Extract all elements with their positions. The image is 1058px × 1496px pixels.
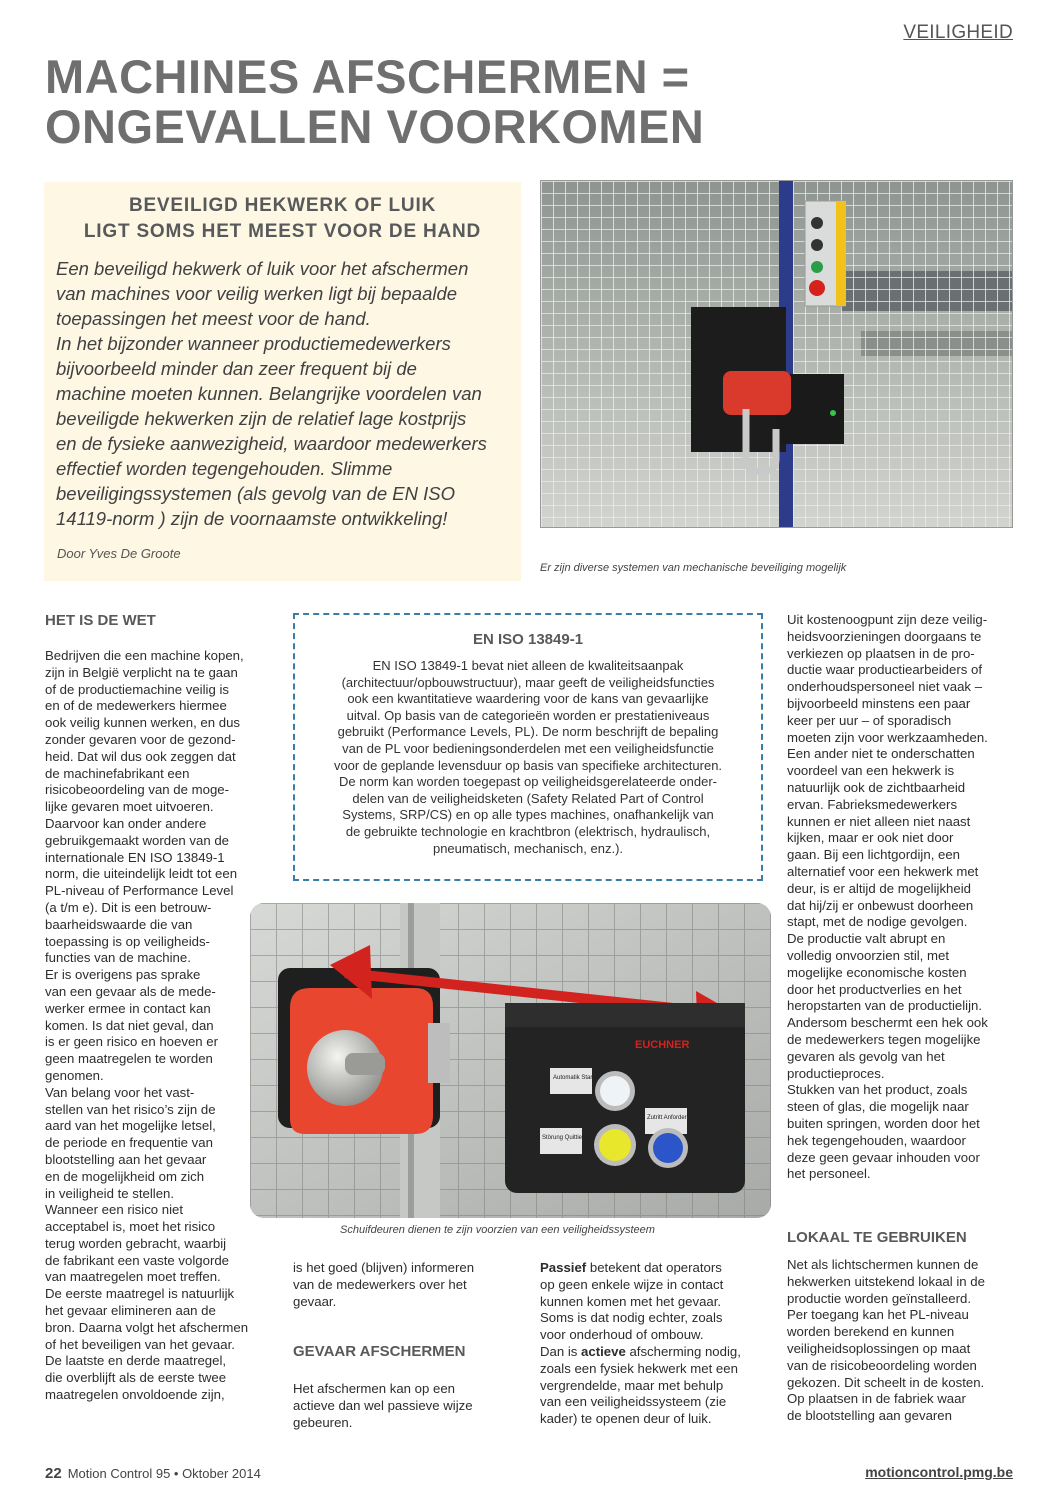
text-line: De eerste maatregel is natuurlijk xyxy=(45,1286,235,1302)
photo-euchner-device xyxy=(250,903,771,1218)
intro-heading xyxy=(44,193,521,245)
text-line: Een beveiligd hekwerk of luik voor het afschermen xyxy=(56,258,469,279)
text-line: Van belang voor het vast- xyxy=(45,1084,195,1100)
device-brand: EUCHNER xyxy=(635,1039,690,1051)
heading-lokaal-te-gebruiken: LOKAAL TE GEBRUIKEN xyxy=(787,1229,967,1246)
text-line: van machines voor veilig werken ligt bij bepaalde xyxy=(56,283,458,304)
text-line: productie worden geïnstalleerd. xyxy=(787,1290,972,1306)
text-line: kunnen er niet alleen niet naast xyxy=(787,813,971,829)
text-line: blootstelling aan het gevaar xyxy=(45,1151,207,1167)
text-line: van de medewerkers over het xyxy=(293,1276,467,1292)
text-line: baarheidswaarde die van xyxy=(45,916,193,932)
text-line: EN ISO 13849-1 bevat niet alleen de kwaliteitsaanpak xyxy=(372,658,684,673)
device-label: Automatik Start xyxy=(553,1075,595,1081)
text-line: voordeel van een hekwerk is xyxy=(787,763,955,779)
intro-heading-line: BEVEILIGD HEKWERK OF LUIK xyxy=(128,195,437,216)
text-line: Per toegang kan het PL-niveau xyxy=(787,1307,969,1323)
text-line: lijke gevaren moet uitvoeren. xyxy=(45,799,214,815)
text-line: internationale EN ISO 13849-1 xyxy=(45,849,225,865)
text-line: buiten springen, worden door het xyxy=(787,1115,980,1131)
text-line: is het goed (blijven) informeren xyxy=(293,1260,475,1275)
text-line: heidsvoorzieningen doorgaans te xyxy=(787,628,982,644)
text-line: ook een kwantitatieve waardering voor de kans van gevaarlijke xyxy=(347,691,709,707)
text-line: effectief worden tegengehouden. Slimme xyxy=(56,458,393,479)
text-line: PL-niveau of Performance Level xyxy=(45,883,234,899)
text-line: In het bijzonder wanneer productiemedewerkers xyxy=(56,333,451,354)
text-line: toepassing is op veiligheids- xyxy=(45,933,210,949)
text-line: op geen enkele wijze in contact xyxy=(540,1276,724,1292)
text-line: alternatief voor een hekwerk met xyxy=(787,863,979,879)
text-line: geen maatregelen te worden xyxy=(45,1051,213,1067)
text-line: de periode en frequentie van xyxy=(45,1135,213,1151)
text-line: functies van de machine. xyxy=(45,950,191,966)
text-line: keer per uur – of sporadisch xyxy=(787,712,952,728)
word-actieve: actieve xyxy=(581,1343,626,1359)
text-line: komen. Is dat niet geval, dan xyxy=(45,1017,214,1033)
text-line: (a t/m e). Dit is een betrouw- xyxy=(45,899,212,915)
byline: Door Yves De Groote xyxy=(57,546,181,561)
text-line: Een ander niet te onderschatten xyxy=(787,746,975,762)
footer-url-link[interactable]: motioncontrol.pmg.be xyxy=(865,1464,1013,1480)
text-line: en de mogelijkheid om zich xyxy=(45,1168,205,1184)
text-line: van maatregelen moet treffen. xyxy=(45,1269,221,1285)
text-line: dat hij/zij er onbewust doorheen xyxy=(787,897,974,913)
text-line: Net als lichtschermen kunnen de xyxy=(787,1257,979,1272)
text-line: gekozen. Dit scheelt in de kosten. xyxy=(787,1374,985,1390)
text-line: ductie waar productiearbeiders of xyxy=(787,662,982,678)
text-line: verkiezen op plaatsen in de pro- xyxy=(787,645,975,661)
text-line: die overblijft als de eerste twee xyxy=(45,1370,227,1386)
column-3-text xyxy=(540,1260,765,1428)
text-line: zijn in België verplicht na te gaan xyxy=(45,664,238,680)
text-line: norm, die uiteindelijk leidt tot een xyxy=(45,866,238,882)
text-line: Op plaatsen in de fabriek waar xyxy=(787,1391,966,1407)
photo1-caption: Er zijn diverse systemen van mechanische beveiliging mogelijk xyxy=(540,562,847,574)
text-line: heid. Dat wil dus ook zeggen dat xyxy=(45,748,236,764)
text-line: stellen van het risico’s zijn de xyxy=(45,1101,216,1117)
text-line: ervan. Fabrieksmedewerkers xyxy=(787,796,958,812)
text-line: kijken, maar er ook niet door xyxy=(787,830,954,846)
text-line: beveiligingssystemen (als gevolg van de EN ISO xyxy=(56,483,455,504)
text-line: in veiligheid te stellen. xyxy=(45,1185,175,1201)
text-line: door het productverlies en het xyxy=(787,981,962,997)
text-line: Andersom beschermt een hek ook xyxy=(787,1015,988,1031)
text-line: maatregelen onvoldoende zijn, xyxy=(45,1387,225,1403)
text-line: of de productiemachine veilig is xyxy=(45,681,229,697)
text-span: afscherming nodig, xyxy=(625,1343,741,1359)
text-line: de gebruikte technologie en krachtbron (elektrisch, hydraulisch, xyxy=(345,823,711,839)
text-line: Wanneer een risico niet xyxy=(45,1202,184,1218)
text-line: ook veilig kunnen werken, en dus xyxy=(45,715,241,731)
text-line: bijvoorbeeld minder dan zeer frequent bij de xyxy=(56,358,417,379)
text-line: gevaren als gevolg van het xyxy=(787,1048,945,1064)
text-line: de blootstelling aan gevaren xyxy=(787,1408,952,1424)
text-line: van een gevaar als de mede- xyxy=(45,983,216,999)
text-line: en de fysieke aanwezigheid, waardoor medewerkers xyxy=(56,433,487,454)
text-line: kader) te openen deur of luik. xyxy=(540,1411,712,1427)
text-line: De laatste en derde maatregel, xyxy=(45,1353,227,1369)
text-line: Soms is dat nodig echter, zoals xyxy=(540,1310,723,1326)
text-line: onderhoudspersoneel niet vaak – xyxy=(787,679,983,695)
footer-left xyxy=(45,1465,261,1482)
text-line: en of de medewerkers hiermee xyxy=(45,698,227,714)
text-line: Uit kostenoogpunt zijn deze veilig- xyxy=(787,612,988,627)
text-line: gevaar. xyxy=(293,1293,337,1309)
text-line: zoals een fysiek hekwerk met een xyxy=(540,1360,738,1376)
column-2-text-b xyxy=(293,1381,508,1431)
text-line: deur, is er altijd de mogelijkheid xyxy=(787,880,971,896)
text-line: acceptabel is, moet het risico xyxy=(45,1219,216,1235)
text-line: zonder gevaren voor de gezond- xyxy=(45,731,236,747)
text-line: mogelijke economische kosten xyxy=(787,964,967,980)
column-1-text xyxy=(45,648,270,1404)
device-label: Zutritt Anfordern xyxy=(647,1115,691,1121)
heading-gevaar-afschermen: GEVAAR AFSCHERMEN xyxy=(293,1343,466,1360)
text-line: stapt, met de nodige gevolgen. xyxy=(787,914,968,930)
heading-het-is-de-wet: HET IS DE WET xyxy=(45,612,156,629)
text-line: Daarvoor kan onder andere xyxy=(45,815,207,831)
text-line: De norm kan worden toegepast op veiligheidsgerelateerde onder- xyxy=(339,774,717,790)
text-line: Er is overigens pas sprake xyxy=(45,967,201,983)
page-number: 22 xyxy=(45,1465,62,1482)
info-box-text xyxy=(300,658,756,857)
section-tag: VEILIGHEID xyxy=(903,22,1013,43)
device-label: Störung Quittieren xyxy=(542,1135,591,1141)
intro-heading-line: LIGT SOMS HET MEEST VOOR DE HAND xyxy=(83,221,482,242)
text-line: delen van de veiligheidsketen (Safety Related Part of Control xyxy=(352,790,704,806)
page-title xyxy=(45,52,945,152)
text-line: het gevaar elimineren aan de xyxy=(45,1303,216,1319)
text-line: productieproces. xyxy=(787,1065,885,1081)
column-4-text-b xyxy=(787,1257,1017,1425)
text-line: deze geen gevaar inhouden voor xyxy=(787,1149,980,1165)
title-line: ONGEVALLEN VOORKOMEN xyxy=(45,100,705,153)
text-line: van de PL voor bedieningsonderdelen met een veiligheidsfunctie xyxy=(342,740,714,756)
text-line: steen of glas, die mogelijk naar xyxy=(787,1099,969,1115)
text-line: heropstarten van de productielijn. xyxy=(787,998,983,1014)
text-span: Dan is xyxy=(540,1343,582,1359)
text-line: genomen. xyxy=(45,1067,104,1083)
text-line: pneumatisch, mechanisch, enz.). xyxy=(432,840,624,856)
text-line: machine moeten kunnen. Belangrijke voordelen van xyxy=(56,383,482,404)
text-line: de medewerkers tegen mogelijke xyxy=(787,1031,981,1047)
text-line: van de risicobeoordeling worden xyxy=(787,1357,977,1373)
text-line: hek tegengehouden, waardoor xyxy=(787,1132,966,1148)
text-line: 14119-norm ) zijn de voornaamste ontwikkeling! xyxy=(56,508,448,529)
text-line: (architectuur/opbouwstructuur), maar geeft de veiligheidsfuncties xyxy=(341,674,715,690)
text-line: het personeel. xyxy=(787,1166,871,1182)
title-line: MACHINES AFSCHERMEN = xyxy=(45,50,690,103)
text-line: Bedrijven die een machine kopen, xyxy=(45,648,244,663)
text-line: natuurlijk ook de zichtbaarheid xyxy=(787,779,966,795)
text-line: gebeuren. xyxy=(293,1414,353,1430)
text-line: actieve dan wel passieve wijze xyxy=(293,1397,473,1413)
text-line: aard van het mogelijke letsel, xyxy=(45,1118,216,1134)
info-box-title: EN ISO 13849-1 xyxy=(472,631,584,648)
text-line: worden berekend en kunnen xyxy=(787,1324,955,1340)
text-line: de fabrikant een vaste volgorde xyxy=(45,1252,230,1268)
magazine-issue: Motion Control 95 • Oktober 2014 xyxy=(67,1466,261,1481)
text-line: van een veiligheidssysteem (zie xyxy=(540,1394,727,1410)
text-line: Systems, SRP/CS) en op alle types machines, onafhankelijk van xyxy=(342,807,714,823)
text-line: de machinefabrikant een xyxy=(45,765,190,781)
text-line: moeten zijn voor werkzaamheden. xyxy=(787,729,988,745)
column-2-text xyxy=(293,1260,508,1310)
column-4-text xyxy=(787,612,1017,1183)
text-line: Stukken van het product, zoals xyxy=(787,1082,968,1098)
text-line: is er geen risico en hoeven er xyxy=(45,1034,219,1050)
text-line: of het beveiligen van het gevaar. xyxy=(45,1336,235,1352)
text-line: werker ermee in contact kan xyxy=(45,1000,211,1016)
text-line: beveiligde hekwerken zijn de relatief lage kostprijs xyxy=(56,408,467,429)
text-line: terug worden gebracht, waarbij xyxy=(45,1235,227,1251)
text-line: kunnen komen met het gevaar. xyxy=(540,1293,722,1309)
photo2-caption: Schuifdeuren dienen te zijn voorzien van een veiligheidssysteem xyxy=(340,1224,655,1236)
photo-safety-fence xyxy=(540,180,1013,528)
text-line: veiligheidsoplossingen op maat xyxy=(787,1340,971,1356)
text-line: Het afschermen kan op een xyxy=(293,1381,456,1396)
text-line: vergrendelde, maar met behulp xyxy=(540,1377,724,1393)
text-line: toepassingen het meest voor de hand. xyxy=(56,308,371,329)
text-line: gebruikt (Performance Levels, PL). De norm beschrijft de bepaling xyxy=(337,724,719,740)
word-passief: Passief xyxy=(540,1260,587,1275)
intro-text xyxy=(56,256,516,531)
text-line: gebruikgemaakt worden van de xyxy=(45,832,230,848)
text-line: voor de geplande levensduur op basis van specifieke architecturen. xyxy=(333,757,723,773)
text-line: hekwerken uitstekend lokaal in de xyxy=(787,1273,985,1289)
text-line: risicobeoordeling van de moge- xyxy=(45,782,230,798)
text-line: bron. Daarna volgt het afschermen xyxy=(45,1319,249,1335)
text-line: volledig onvoorzien stil, met xyxy=(787,947,949,963)
text-line: gaan. Bij een lichtgordijn, een xyxy=(787,847,961,863)
text-span: betekent dat operators xyxy=(586,1260,722,1275)
text-line: uitval. Op basis van de categorieën worden er prestatieniveaus xyxy=(346,707,710,723)
text-line: bijvoorbeeld minstens een paar xyxy=(787,695,971,711)
text-line: De productie valt abrupt en xyxy=(787,931,946,947)
text-line: voor onderhoud of ombouw. xyxy=(540,1327,704,1343)
